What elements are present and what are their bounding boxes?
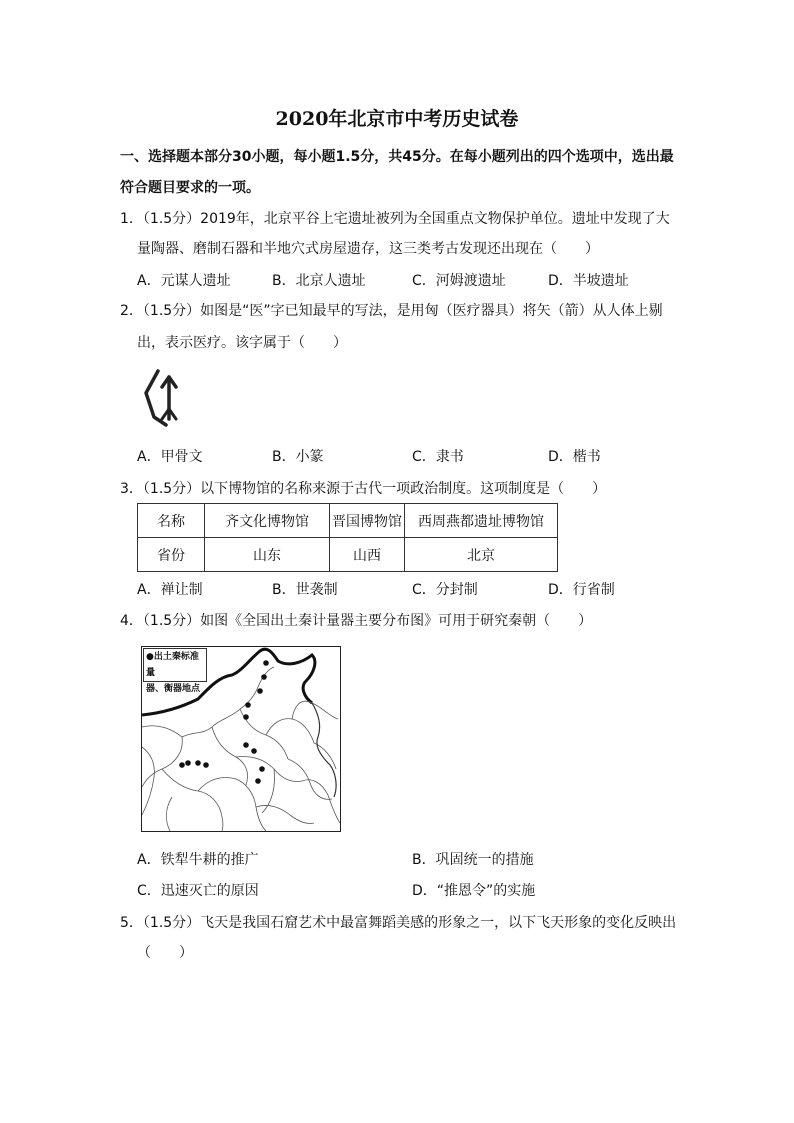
question-4-line1: 4．（1.5分）如图《全国出土秦计量器主要分布图》可用于研究秦朝（ ） (120, 613, 593, 629)
section-heading-line1: 一、选择题本部分30小题，每小题1.5分，共45分。在每小题列出的四个选项中，选出最 (120, 149, 674, 165)
question-1-line1: 1．（1.5分）2019年，北京平谷上宅遗址被列为全国重点文物保护单位。遗址中发现了大 (120, 211, 670, 227)
question-3-line1: 3．（1.5分）以下博物馆的名称来源于古代一项政治制度。这项制度是（ ） (120, 481, 607, 497)
table-cell: 名称 (138, 504, 205, 538)
question-2-option-b[interactable]: B．小篆 (272, 449, 324, 465)
question-1-option-a[interactable]: A．元谋人遗址 (137, 273, 231, 289)
question-3-option-a[interactable]: A．禅让制 (137, 582, 203, 598)
table-cell: 山西 (330, 538, 405, 572)
question-2-line2: 出，表示医疗。该字属于（ ） (137, 335, 347, 351)
map-legend (143, 648, 207, 694)
page-title: 2020年北京市中考历史试卷 (275, 108, 519, 130)
ancient-character-image (140, 367, 190, 431)
question-3-option-c[interactable]: C．分封制 (412, 582, 478, 598)
question-2-option-a[interactable]: A．甲骨文 (137, 449, 203, 465)
table-cell: 齐文化博物馆 (205, 504, 330, 538)
section-heading-line2: 符合题目要求的一项。 (120, 180, 260, 196)
table-row (138, 504, 558, 538)
question-2-option-c[interactable]: C．隶书 (412, 449, 464, 465)
table-row (138, 538, 558, 572)
question-3-option-b[interactable]: B．世袭制 (272, 582, 338, 598)
question-1-option-c[interactable]: C．河姆渡遗址 (412, 273, 506, 289)
question-2-line1: 2．（1.5分）如图是“医”字已知最早的写法，是用匈（医疗器具）将矢（箭）从人体上剔 (120, 303, 663, 319)
table-cell: 北京 (405, 538, 558, 572)
map-legend-line2: 器、衡器地点 (146, 684, 201, 694)
map-legend-line1: ●出土秦标准量 (146, 652, 199, 678)
question-1-option-d[interactable]: D．半坡遗址 (548, 273, 629, 289)
question-1-option-b[interactable]: B．北京人遗址 (272, 273, 366, 289)
question-2-option-d[interactable]: D．楷书 (548, 449, 601, 465)
question-4-option-d[interactable]: D．“推恩令”的实施 (412, 883, 536, 899)
table-cell: 晋国博物馆 (330, 504, 405, 538)
question-3-option-d[interactable]: D．行省制 (548, 582, 615, 598)
question-4-option-c[interactable]: C．迅速灭亡的原因 (137, 883, 259, 899)
table-cell: 省份 (138, 538, 205, 572)
question-4-option-b[interactable]: B．巩固统一的措施 (412, 852, 534, 868)
question-4-option-a[interactable]: A．铁犁牛耕的推广 (137, 852, 259, 868)
table-cell: 西周燕都遗址博物馆 (405, 504, 558, 538)
question-5-line1: 5．（1.5分）飞天是我国石窟艺术中最富舞蹈美感的形象之一，以下飞天形象的变化反映出 (120, 915, 677, 931)
table-cell: 山东 (205, 538, 330, 572)
question-5-line2: （ ） (137, 945, 193, 961)
question-1-line2: 量陶器、磨制石器和半地穴式房屋遗存，这三类考古发现还出现在（ ） (137, 241, 599, 257)
museum-table (137, 503, 558, 572)
